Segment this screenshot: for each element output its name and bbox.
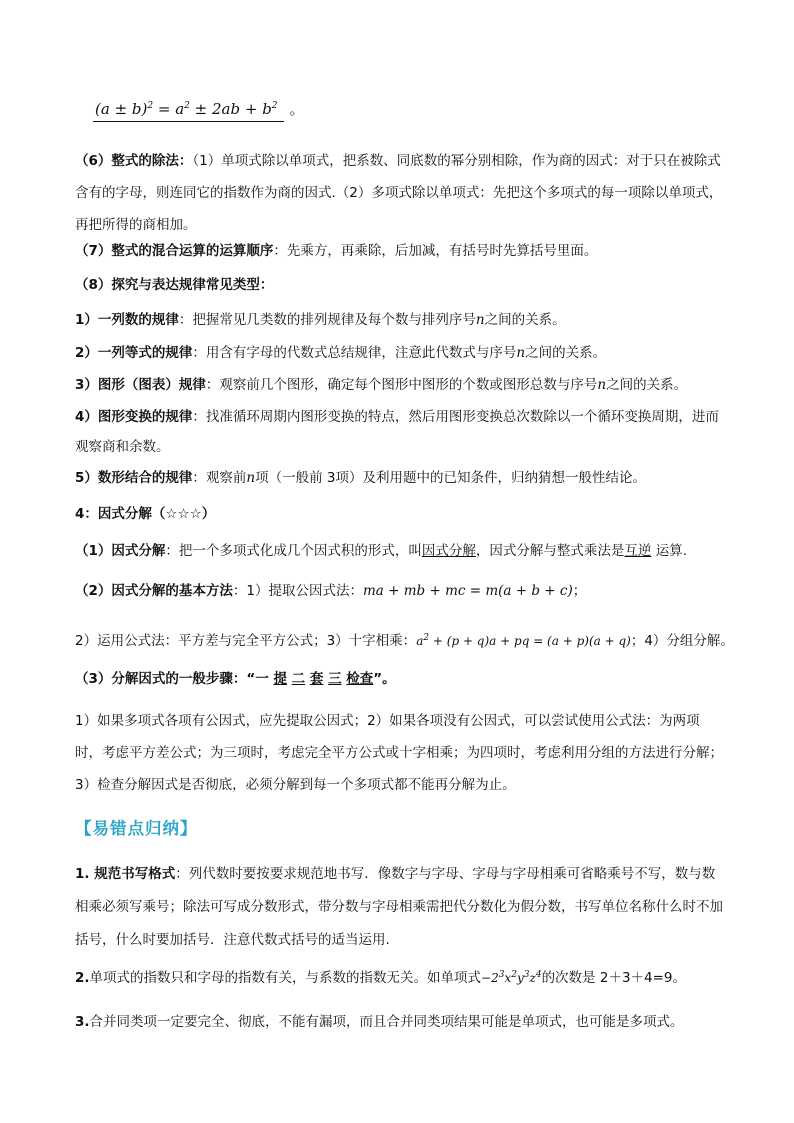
tail: ； [572, 583, 587, 599]
heading: （3）分解因式的一般步骤：“一 [75, 671, 274, 687]
rule-3 [75, 375, 687, 395]
body: ：用含有字母的代数式总结规律，注意此代数式与序号 [192, 345, 517, 361]
factorization-methods [75, 581, 586, 601]
body: ：先乘方，再乘除，后加减，有括号时先算括号里面。 [273, 243, 598, 259]
factorization-steps [75, 669, 396, 689]
cross-multiplication-formula: $a^2 + (p + q)a$ + pq = (a + p)(a + q) [416, 633, 631, 648]
body-end: 之间的关系。 [606, 377, 688, 393]
body: ：观察前几个图形，确定每个图形中图形的个数或图形总数与序号 [205, 377, 598, 393]
body-end: 之间的关系。 [525, 345, 607, 361]
factorization-steps-detail: 1）如果多项式各项有公因式，应先提取公因式；2）如果各项没有公因式，可以尝试使用公式法：为两项时，考虑平方差公式；为三项时，考虑完全平方公式或十字相乘；为四项时，考虑利用分组的方法进行分解；3）检查分解因式是否彻底，必须分解到每一个多项式都不能再分解为止。 [75, 713, 723, 793]
variable: n [246, 470, 256, 486]
tail: ”。 [373, 671, 396, 687]
heading: 4）图形变换的规律 [75, 409, 193, 425]
heading: 1）一列数的规律 [75, 312, 179, 328]
heading: 3. [75, 1014, 90, 1030]
body: 单项式的指数只和字母的指数有关，与系数的指数无关。如单项式 [89, 970, 482, 986]
step-apply: 套 [309, 671, 324, 687]
body: ：观察前 [192, 470, 247, 486]
body-end: 之间的关系。 [484, 312, 566, 328]
paragraph-6-division [75, 145, 725, 241]
paragraph-8-patterns: （8）探究与表达规律常见类型： [75, 277, 274, 293]
mistake-3 [75, 1012, 684, 1032]
section-title-common-mistakes: 【易错点归纳】 [75, 819, 198, 838]
factorization-definition [75, 541, 687, 561]
body-end: 运算. [651, 543, 687, 559]
rule-4 [75, 402, 725, 462]
formula-expression: $(a \pm b)^2 = a^2 \pm 2ab + b^2$ [93, 100, 284, 122]
rule-1 [75, 310, 566, 330]
heading: 2）一列等式的规律 [75, 345, 193, 361]
step-extract: 提 [273, 671, 287, 687]
variable: n [516, 345, 526, 361]
heading: 3）图形（图表）规律 [75, 377, 206, 393]
variable: n [597, 377, 607, 393]
step-three: 三 [328, 671, 342, 687]
rule-5 [75, 468, 646, 488]
formula-tail: 。 [289, 100, 305, 118]
heading: （2）因式分解的基本方法 [75, 583, 233, 599]
body-end: 项（一般前 3项）及利用题中的已知条件，归纳猜想一般性结论。 [255, 470, 646, 486]
body: ：1）提取公因式法： [232, 583, 363, 599]
body: 合并同类项一定要完全、彻底，不能有漏项，而且合并同类项结果可能是单项式，也可能是多项式。 [89, 1014, 684, 1030]
body: ：找准循环周期内图形变换的特点，然后用图形变换总次数除以一个循环变换周期，进而观察商和余数。 [75, 409, 719, 455]
blank-answer-2: 互逆 [624, 543, 652, 559]
mistake-1 [75, 858, 725, 957]
monomial-example: $-2^3x^2y^3z^4$ [481, 970, 542, 985]
paragraph-7-order [75, 241, 597, 261]
mistake-2 [75, 965, 686, 988]
body-mid: ，因式分解与整式乘法是 [475, 543, 625, 559]
factorization-methods-cont [75, 628, 734, 651]
step-two: 二 [291, 671, 306, 687]
heading: 2. [75, 970, 90, 986]
body-end: ；4）分组分解。 [630, 633, 734, 649]
common-factor-formula: ma + mb + mc = m(a + b + c) [363, 583, 573, 599]
heading: （1）因式分解 [75, 543, 166, 559]
heading: 5）数形结合的规律 [75, 470, 193, 486]
variable: n [475, 312, 485, 328]
body: 2）运用公式法：平方差与完全平方公式；3）十字相乘： [75, 633, 417, 649]
body: ：把握常见几类数的排列规律及每个数与排列序号 [178, 312, 476, 328]
heading: （7）整式的混合运算的运算顺序 [75, 243, 274, 259]
step-check: 检查 [346, 671, 374, 687]
body: （1）单项式除以单项式，把系数、同底数的幂分别相除，作为商的因式：对于只在被除式含有的字母，则连同它的指数作为商的因式.（2）多项式除以单项式：先把这个多项式的每一项除以单项式，再把所得的商相加。 [75, 153, 723, 233]
body: ：把一个多项式化成几个因式积的形式，叫 [165, 543, 422, 559]
section-4-factorization-title: 4：因式分解（☆☆☆） [75, 506, 216, 522]
body: ：列代数时要按要求规范地书写．像数字与字母、字母与字母相乘可省略乘号不写，数与数相乘必须写乘号；除法可写成分数形式，带分数与字母相乘需把代分数化为假分数，书写单位名称什么时不加括号，什么时要加括号．注意代数式括号的适当运用. [75, 866, 723, 948]
perfect-square-formula [93, 98, 305, 122]
heading: 1. 规范书写格式 [75, 866, 176, 882]
heading: （6）整式的除法： [75, 153, 193, 169]
rule-2 [75, 343, 606, 363]
body-end: 的次数是 2＋3＋4=9。 [541, 970, 687, 986]
blank-answer-1: 因式分解 [421, 543, 476, 559]
